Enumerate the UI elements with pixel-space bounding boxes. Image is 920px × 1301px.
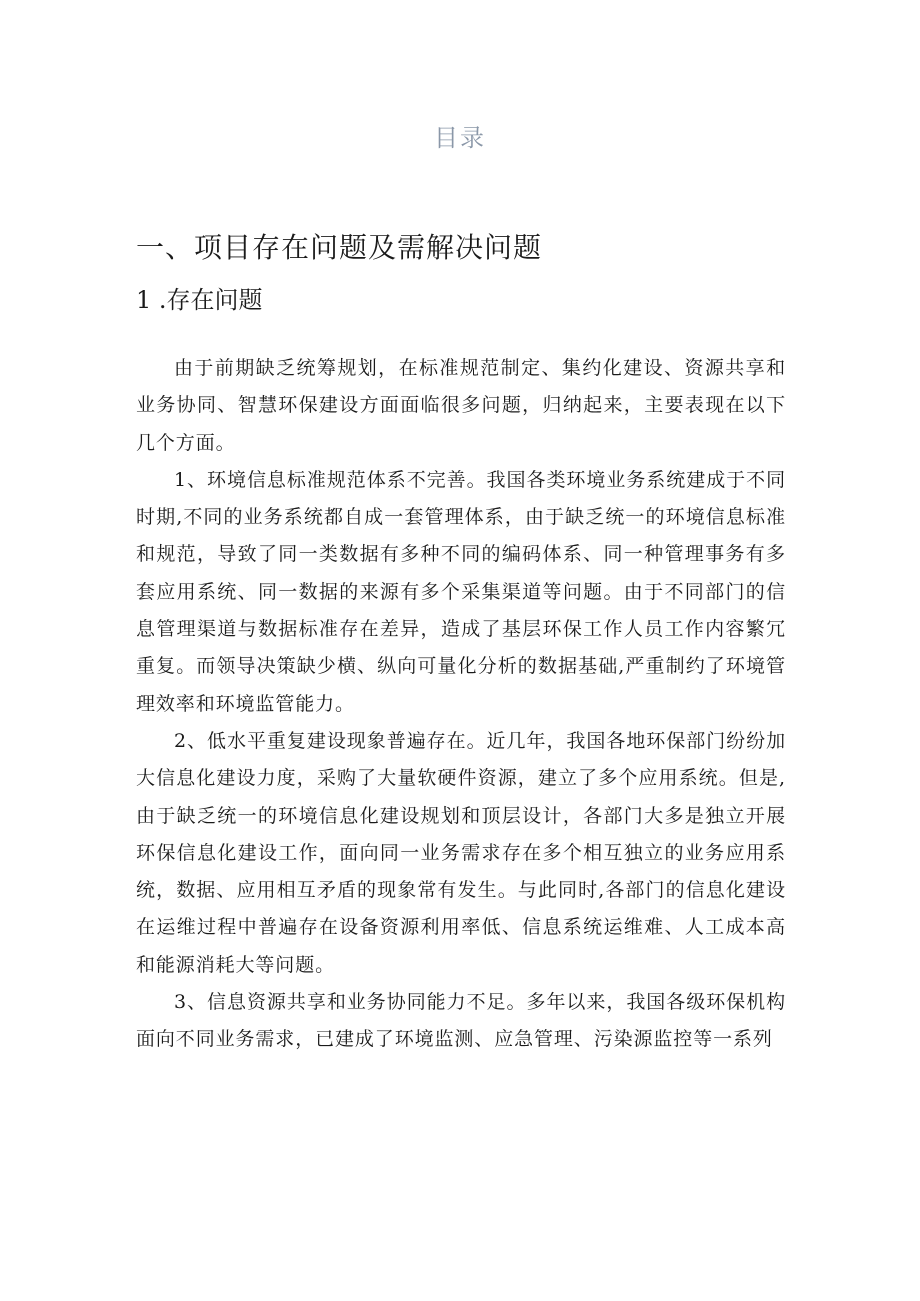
toc-title: 目录 <box>434 124 486 152</box>
section-heading: 一、项目存在问题及需解决问题 <box>136 231 543 264</box>
paragraph-3: 3、信息资源共享和业务协同能力不足。多年以来，我国各级环保机构面向不同业务需求，已建成了环境监测、应急管理、污染源监控等一系列 <box>136 991 786 1051</box>
body-text <box>136 350 786 1059</box>
paragraph-1: 1、环境信息标准规范体系不完善。我国各类环境业务系统建成于不同时期,不同的业务系统都自成一套管理体系，由于缺乏统一的环境信息标准和规范，导致了同一类数据有多种不同的编码体系、同一种管理事务有多套应用系统、同一数据的来源有多个采集渠道等问题。由于不同部门的信息管理渠道与数据标准存在差异，造成了基层环保工作人员工作内容繁冗重复。而领导决策缺少横、纵向可量化分析的数据基础,严重制约了环境管理效率和环境监管能力。 <box>136 468 786 715</box>
paragraph-2: 2、低水平重复建设现象普遍存在。近几年，我国各地环保部门纷纷加大信息化建设力度，采购了大量软硬件资源，建立了多个应用系统。但是,由于缺乏统一的环境信息化建设规划和顶层设计，各部门大多是独立开展环保信息化建设工作，面向同一业务需求存在多个相互独立的业务应用系统，数据、应用相互矛盾的现象常有发生。与此同时,各部门的信息化建设在运维过程中普遍存在设备资源利用率低、信息系统运维难、人工成本高和能源消耗大等问题。 <box>136 729 786 976</box>
subsection-heading: 1 .存在问题 <box>136 286 263 314</box>
paragraph-intro: 由于前期缺乏统筹规划，在标准规范制定、集约化建设、资源共享和业务协同、智慧环保建设方面面临很多问题，归纳起来，主要表现在以下几个方面。 <box>136 357 786 454</box>
